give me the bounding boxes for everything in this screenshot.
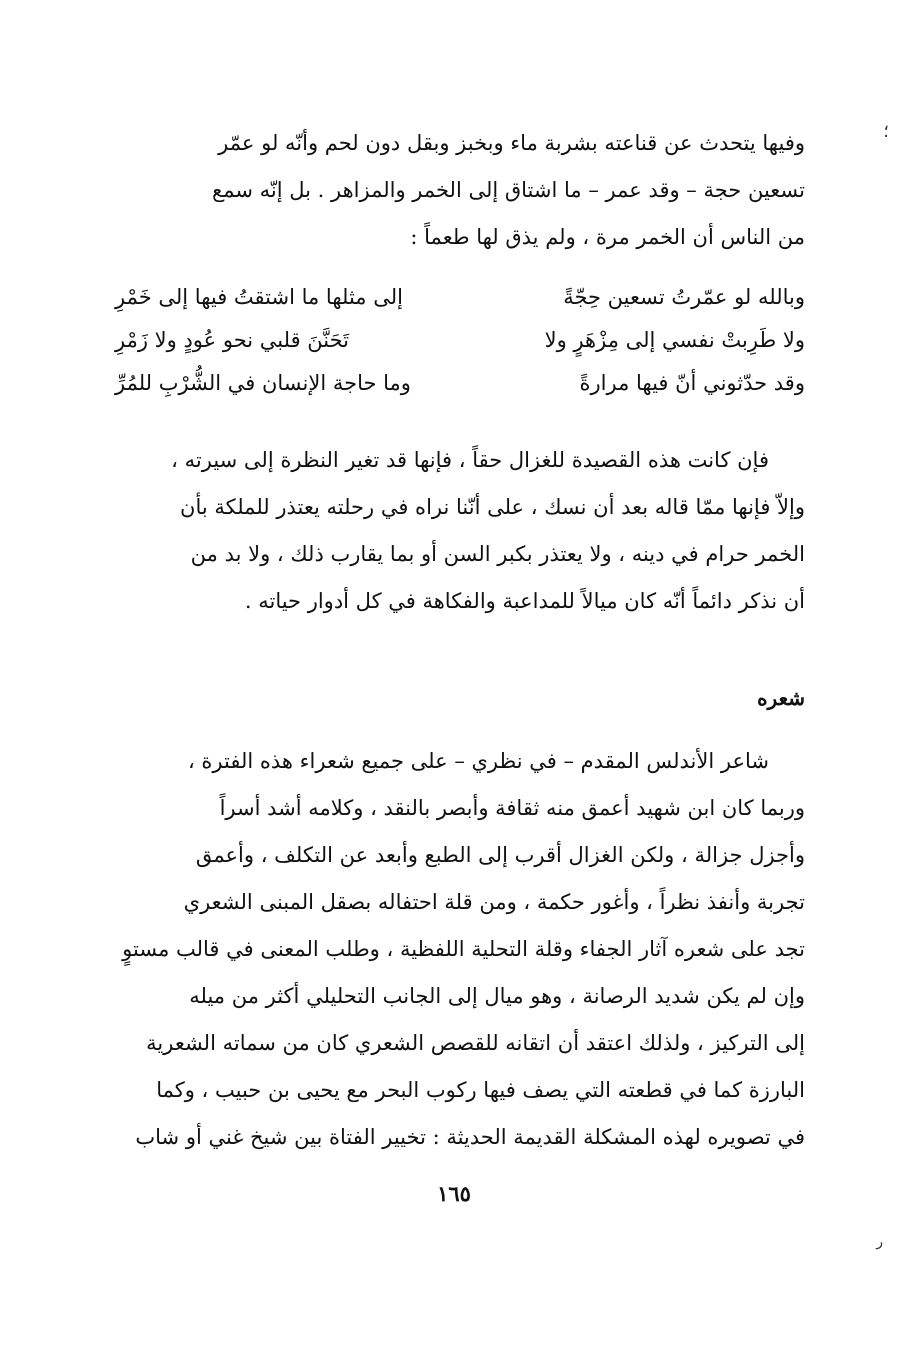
paragraph-line: أن نذكر دائماً أنّه كان ميالاً للمداعبة والفكاهة في كل أدوار حياته . <box>244 589 805 613</box>
poetry-assessment-paragraph <box>115 738 805 1161</box>
poem-second-hemistich: وما حاجة الإنسان في الشُّرْبِ للمُرِّ <box>115 371 411 395</box>
poem-verse <box>115 319 805 362</box>
margin-mark-top: ؛ <box>883 121 889 142</box>
paragraph-line: وأجزل جزالة ، ولكن الغزال أقرب إلى الطبع وأبعد عن التكلف ، وأعمق <box>195 843 805 867</box>
poem <box>115 276 805 405</box>
poem-first-hemistich: وبالله لو عمّرتُ تسعين حِجّةً <box>563 285 805 309</box>
poem-first-hemistich: وقد حدّثوني أنّ فيها مرارةً <box>579 371 805 395</box>
paragraph-line: تجد على شعره آثار الجفاء وقلة التحلية اللفظية ، وطلب المعنى في قالب مستوٍ <box>122 937 805 961</box>
page-number: ١٦٥ <box>437 1181 471 1206</box>
section-heading: شعره <box>757 686 805 710</box>
poem-verse <box>115 362 805 405</box>
paragraph-line: وفيها يتحدث عن قناعته بشربة ماء وبخبز وبقل دون لحم وأنّه لو عمّر <box>218 131 805 155</box>
poem-second-hemistich: تَحَنَّنَ قلبي نحو عُودٍ ولا زَمْرِ <box>115 328 350 352</box>
paragraph-line: تسعين حجة – وقد عمر – ما اشتاق إلى الخمر والمزاهر . بل إنّه سمع <box>212 178 805 202</box>
paragraph-line <box>115 738 805 785</box>
intro-paragraph <box>115 120 805 261</box>
poem-second-hemistich: إلى مثلها ما اشتقتُ فيها إلى خَمْرِ <box>115 285 403 309</box>
paragraph-line: إلى التركيز ، ولذلك اعتقد أن اتقانه للقصص الشعري كان من سماته الشعرية <box>146 1031 805 1055</box>
paragraph-line: في تصويره لهذه المشكلة القديمة الحديثة : تخيير الفتاة بين شيخ غني أو شاب <box>135 1125 805 1149</box>
paragraph-line: البارزة كما في قطعته التي يصف فيها ركوب البحر مع يحيى بن حبيب ، وكما <box>156 1078 805 1102</box>
paragraph-line <box>115 437 805 484</box>
poem-first-hemistich: ولا طَرِبتْ نفسي إلى مِزْهَرٍ ولا <box>544 328 805 352</box>
paragraph-line: وإلاّ فإنها ممّا قاله بعد أن نسك ، على أنّنا نراه في رحلته يعتذر للملكة بأن <box>180 495 805 519</box>
paragraph-line: وإن لم يكن شديد الرصانة ، وهو ميال إلى الجانب التحليلي أكثر من ميله <box>189 984 805 1008</box>
paragraph-line-text: شاعر الأندلس المقدم – في نظري – على جميع شعراء هذه الفترة ، <box>187 749 769 773</box>
paragraph-line: الخمر حرام في دينه ، ولا يعتذر بكبر السن أو بما يقارب ذلك ، ولا بد من <box>190 542 805 566</box>
poem-verse <box>115 276 805 319</box>
paragraph-line: تجربة وأنفذ نظراً ، وأغور حكمة ، ومن قلة احتفاله بصقل المبنى الشعري <box>183 890 805 914</box>
commentary-paragraph <box>115 437 805 625</box>
margin-mark-bottom: ر <box>876 1234 883 1250</box>
paragraph-line: وربما كان ابن شهيد أعمق منه ثقافة وأبصر بالنقد ، وكلامه أشد أسراً <box>219 796 805 820</box>
paragraph-line: من الناس أن الخمر مرة ، ولم يذق لها طعماً : <box>410 225 805 249</box>
paragraph-line-text: فإن كانت هذه القصيدة للغزال حقاً ، فإنها قد تغير النظرة إلى سيرته ، <box>171 448 769 472</box>
